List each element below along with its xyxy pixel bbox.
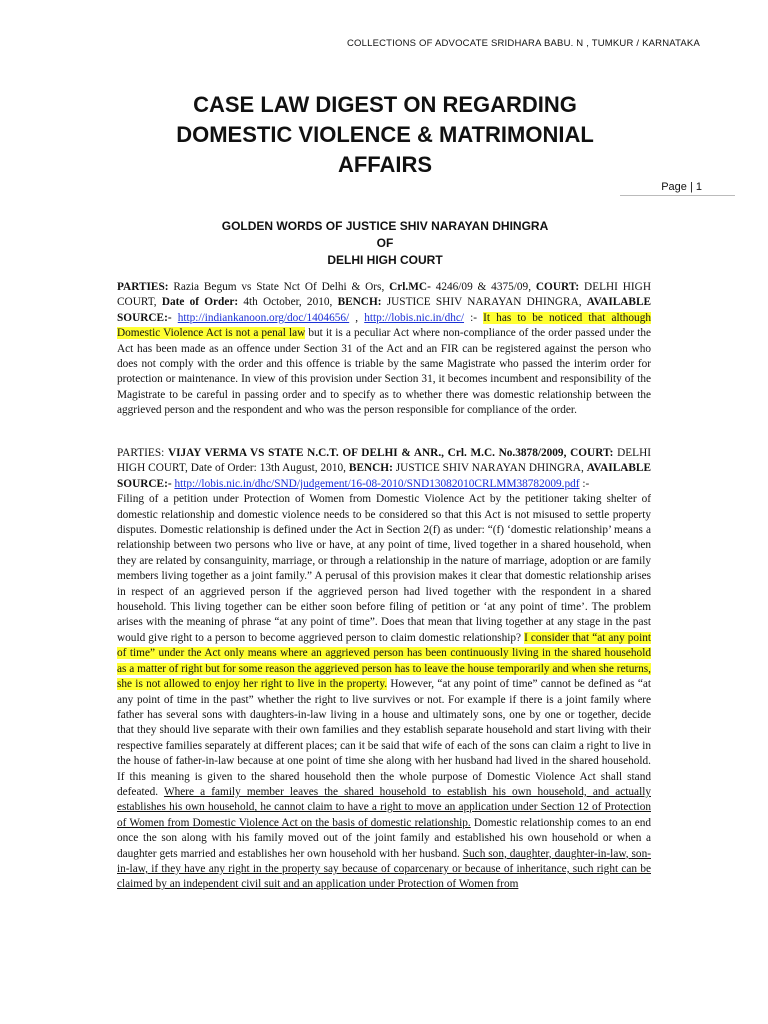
- underlined-text: Such son, daughter, daughter-in-law, son-in-law, if they have any right in the property say because of coparcenary or because of inheritance, such right can be claimed by an independent civil suit and an application under Protection of Women from: [117, 847, 651, 891]
- bench-label: BENCH:: [348, 462, 393, 475]
- order-date: Date of Order: 13th August, 2010,: [190, 462, 346, 475]
- document-title: [110, 90, 660, 180]
- title-line: DOMESTIC VIOLENCE & MATRIMONIAL: [176, 122, 594, 147]
- crlmc-label: Crl.MC-: [389, 281, 431, 293]
- source-link-judgement-pdf[interactable]: http://lobis.nic.in/dhc/SND/judgement/16-08-2010/SND13082010CRLMM38782009.pdf: [174, 477, 580, 490]
- court-label: COURT:: [535, 281, 580, 293]
- source-link-lobis[interactable]: http://lobis.nic.in/dhc/: [364, 311, 465, 324]
- case-number: 4246/09 & 4375/09,: [435, 281, 532, 293]
- source-label: AVAILABLE SOURCE:-: [117, 296, 652, 324]
- source-label: AVAILABLE SOURCE:-: [117, 462, 651, 490]
- highlighted-text: I consider that “at any point of time” under the Act only means where an aggrieved person has been continuously living in the shared household as a matter of right but for some reason the aggrieved person has to leave the house temporarily and when she returns, she is not allowed to enjoy her right to live in the property.: [117, 631, 651, 691]
- subtitle-line: GOLDEN WORDS OF JUSTICE SHIV NARAYAN DHINGRA: [221, 219, 549, 233]
- case-digest-vijay-verma: PARTIES: VIJAY VERMA VS STATE N.C.T. OF DELHI & ANR., Crl. M.C. No.3878/2009, COURT: DELHI HIGH COURT, Date of Order: 13th August, 2010, BENCH: JUSTICE SHIV NARAYAN DHINGRA, AVAILABLE SOURCE:- http://lobis.nic.in/dhc/SND/judgement/16-08-2010/SND13082010CRLMM38782009.pdf :- Filing of a petition under Protection of Women from Domestic Violence Act by the petitioner taking shelter of domestic relationship and domestic violence needs to be considered so that this Act is not misused to settle property disputes. Domestic relationship is defined under the Act in Section 2(f) as under: “(f) ‘domestic relationship’ means a relationship between two persons who live or have, at any point of time, lived together in a shared household, when they are related by consanguinity, marriage, or through a relationship in the nature of marriage, adoption or are family members living together as a joint family.” A perusal of this provision makes it clear that domestic relationship arises in respect of an aggrieved person if the aggrieved person had lived together with the respondent in a shared household. This living together can be either soon before filing of petition or ‘at any point of time’. The problem arises with the meaning of phrase “at any point of time”. Does that mean that living together at any stage in the past would give right to a person to become aggrieved person to claim domestic relationship? I consider that “at any point of time” under the Act only means where an aggrieved person has been continuously living in the shared household as a matter of right but for some reason the aggrieved person has to leave the house temporarily and when she returns, she is not allowed to enjoy her right to live in the property. However, “at any point of time” cannot be defined as “at any point of time in the past” whether the right to live survives or not. For example if there is a joint family where father has several sons with daughters-in-law living in a house and ultimately sons, one by one or together, decide that they should live separate with their own families and they establish separate household and start living with their respective families separately at different places; can it be said that wife of each of the sons can claim a right to live in the house of father-in-law because at one point of time she along with her husband had lived in the shared household. If this meaning is given to the shared household then the whole purpose of Domestic Violence Act shall stand defeated. Where a family member leaves the shared household to establish his own household, and actually establishes his own household, he cannot claim to have a right to move an application under Section 12 of Protection of Women from Domestic Violence Act on the basis of domestic relationship. Domestic relationship comes to an end once the son along with his family moved out of the joint family and established his own household or when a daughter gets married and establishes her own household with her husband. Such son, daughter, daughter-in-law, son-in-law, if they have any right in the property say because of coparcenary or because of inheritance, such right can be claimed by an independent civil suit and an application under Protection of Women from: [117, 447, 652, 891]
- digest-body: but it is a peculiar Act where non-compliance of the order passed under the Act has been made as an offence under Section 31 of the Act and an FIR can be registered against the person who does not comply with the order and this offence is triable by the same Magistrate who passed the interim order for protection or maintenance. In view of this provision under Section 31, it becomes incumbent and responsibility of the Magistrate to be careful in passing order and to specify as to whether there was domestic relationship between the aggrieved person and the respondent and who was the person responsible for compliance of the order.: [117, 327, 651, 417]
- section-subtitle: [110, 218, 660, 269]
- digest-body-continued: Domestic relationship comes to an end once the son along with his family moved out of the joint family and established his own household or when a daughter gets married and establishes her own household with her husband.: [117, 816, 652, 860]
- bench-label: BENCH:: [337, 296, 382, 309]
- highlighted-text: It has to be noticed that although Domestic Violence Act is not a penal law: [117, 311, 651, 340]
- order-date: 4th October, 2010,: [243, 296, 333, 309]
- source-link-indiankanoon[interactable]: http://indiankanoon.org/doc/1404656/: [177, 311, 350, 324]
- bench: JUSTICE SHIV NARAYAN DHINGRA,: [386, 296, 582, 309]
- header-note: COLLECTIONS OF ADVOCATE SRIDHARA BABU. N , TUMKUR / KARNATAKA: [346, 38, 700, 49]
- parties: Razia Begum vs State Nct Of Delhi & Ors,: [173, 281, 385, 293]
- subtitle-line: DELHI HIGH COURT: [327, 253, 443, 267]
- case-number: Crl. M.C. No.3878/2009,: [447, 447, 567, 459]
- title-line: AFFAIRS: [337, 152, 433, 177]
- underlined-text: Where a family member leaves the shared household to establish his own household, and actually establishes his own household, he cannot claim to have a right to move an application under Section 12 of Protection of Women from Domestic Violence Act on the basis of domestic relationship.: [117, 785, 651, 829]
- digest-body-continued: However, “at any point of time” cannot be defined as “at any point of time in the past” whether the right to live survives or not. For example if there is a joint family where father has several sons with daughters-in-law living in a house and ultimately sons, one by one or together, decide that they should live separate with their own families and they establish separate household and start living with their respective families separately at different places; can it be said that wife of each of the sons can claim a right to live in the house of father-in-law because at one point of time she along with her husband had lived in the shared household. If this meaning is given to the shared household then the whole purpose of Domestic Violence Act shall stand defeated.: [117, 678, 651, 798]
- parties: VIJAY VERMA VS STATE N.C.T. OF DELHI & ANR.,: [167, 447, 444, 459]
- court-label: COURT:: [570, 447, 614, 459]
- title-line: CASE LAW DIGEST ON REGARDING: [193, 92, 577, 117]
- court: DELHI HIGH COURT,: [117, 447, 651, 475]
- court: DELHI HIGH COURT,: [117, 281, 651, 309]
- parties-label: PARTIES:: [117, 447, 165, 459]
- parties-label: PARTIES:: [117, 281, 169, 293]
- case-digest-razia-begum: PARTIES: Razia Begum vs State Nct Of Delhi & Ors, Crl.MC- 4246/09 & 4375/09, COURT: DELHI HIGH COURT, Date of Order: 4th October, 2010, BENCH: JUSTICE SHIV NARAYAN DHINGRA, AVAILABLE SOURCE:- http://indiankanoon.org/doc/1404656/ , http://lobis.nic.in/dhc/ :- It has to be noticed that although Domestic Violence Act is not a penal law but it is a peculiar Act where non-compliance of the order passed under the Act has been made as an offence under Section 31 of the Act and an FIR can be registered against the person who does not comply with the order and this offence is triable by the same Magistrate who passed the interim order for protection or maintenance. In view of this provision under Section 31, it becomes incumbent and responsibility of the Magistrate to be careful in passing order and to specify as to whether there was domestic relationship between the aggrieved person and the respondent and who was the person responsible for compliance of the order.: [117, 281, 652, 417]
- subtitle-line: OF: [376, 236, 394, 250]
- bench: JUSTICE SHIV NARAYAN DHINGRA,: [395, 462, 584, 475]
- date-label: Date of Order:: [161, 296, 239, 309]
- digest-body: Filing of a petition under Protection of Women from Domestic Violence Act by the petitioner taking shelter of domestic relationship and domestic violence needs to be considered so that this Act is not misused to settle property disputes. Domestic relationship is defined under the Act in Section 2(f) as under: “(f) ‘domestic relationship’ means a relationship between two persons who live or have, at any point of time, lived together in a shared household, when they are related by consanguinity, marriage, or through a relationship in the nature of marriage, adoption or are family members living together as a joint family.” A perusal of this provision makes it clear that domestic relationship arises in respect of an aggrieved person if the aggrieved person had lived together with the respondent in a shared household. This living together can be either soon before filing of petition or ‘at any point of time’. The problem arises with the meaning of phrase “at any point of time”. Does that mean that living together at any stage in the past would give right to a person to become aggrieved person to claim domestic relationship?: [117, 493, 651, 644]
- page-number: Page | 1: [620, 181, 735, 196]
